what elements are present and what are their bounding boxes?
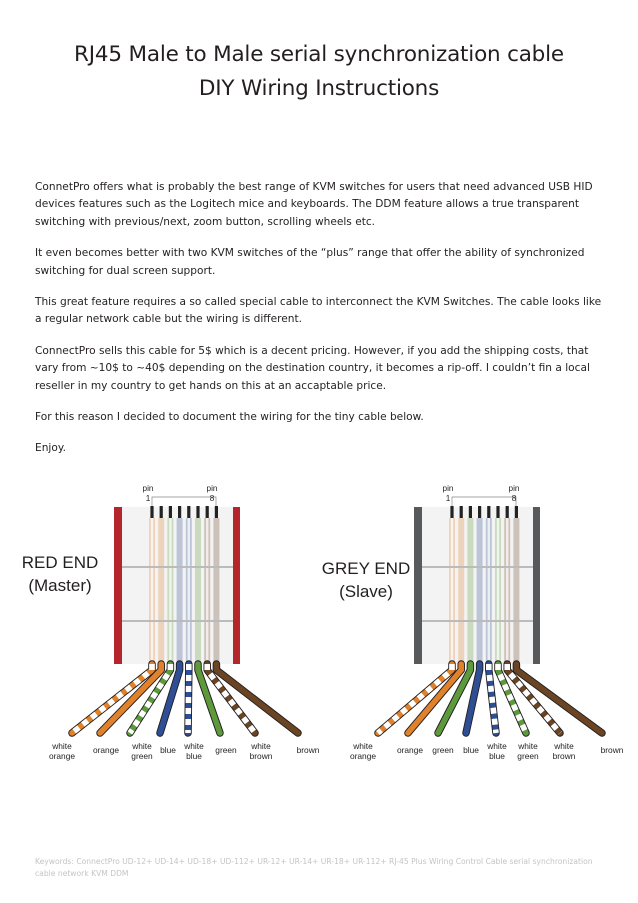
red-wire-label: white green — [131, 741, 153, 761]
wire-stripe — [506, 518, 508, 664]
contact-pin — [450, 506, 453, 518]
wire-stripe — [151, 518, 153, 664]
page-title — [0, 38, 638, 106]
wire-core — [477, 518, 483, 664]
contact-pin — [150, 506, 153, 518]
contact-pin — [187, 506, 190, 518]
contact-pin — [469, 506, 472, 518]
contact-pin — [178, 506, 181, 518]
grey-wire-label: white green — [517, 741, 539, 761]
grey-end-connector — [378, 497, 602, 733]
paragraph: ConnetPro offers what is probably the best range of KVM switches for users that need advanced USB HID devices features such as the Logitech mice and keyboards. The DDM feature allows a true transparent switching with previous/next, zoom button, scrolling wheels etc. — [35, 181, 593, 228]
contact-pin — [206, 506, 209, 518]
contact-pin — [460, 506, 463, 518]
wire-stripe — [497, 518, 499, 664]
paragraph: It even becomes better with two KVM switches of the “plus” range that offer the ability of synchronized switching for dual screen support. — [35, 247, 585, 277]
grey-wire-label: white blue — [487, 741, 507, 761]
wire-stripe — [188, 518, 190, 664]
paragraph: For this reason I decided to document the wiring for the tiny cable below. — [35, 411, 424, 424]
red-pin-1-label: pin 1 — [142, 484, 154, 503]
red-wire-label: blue — [160, 745, 176, 755]
wire-stripe — [169, 518, 171, 664]
connector-frame-right — [233, 507, 240, 664]
grey-pin-1-label: pin 1 — [442, 484, 454, 503]
grey-wire-label: blue — [463, 745, 479, 755]
title-line-2: DIY Wiring Instructions — [198, 76, 440, 101]
wire-core — [513, 518, 519, 664]
crimp-band — [422, 566, 533, 568]
contact-pin — [160, 506, 163, 518]
wire-stripe — [488, 518, 490, 664]
wire-core — [458, 518, 464, 664]
red-pin-8-label: pin 8 — [206, 484, 218, 503]
red-end-connector — [72, 497, 298, 733]
paragraph: ConnectPro sells this cable for 5$ which is a decent pricing. However, if you add the shipping costs, that vary from ~10$ to ~40$ depending on the destination country, it becomes a rip-off. I couldn’t fin a local reseller in my country to get hands on this at an accaptable price. — [35, 344, 590, 392]
contact-pin — [496, 506, 499, 518]
contact-pin — [196, 506, 199, 518]
wiring-diagram — [0, 470, 638, 750]
wire-core — [177, 518, 183, 664]
red-wire-label: white brown — [249, 741, 273, 761]
wire-core — [158, 518, 164, 664]
contact-pin — [515, 506, 518, 518]
crimp-band — [422, 620, 533, 622]
grey-wire-label: orange — [396, 745, 424, 755]
grey-wire-label: white brown — [552, 741, 576, 761]
grey-pin-8-label: pin 8 — [508, 484, 520, 503]
red-wire-label: white blue — [184, 741, 204, 761]
crimp-band — [122, 566, 233, 568]
contact-pin — [478, 506, 481, 518]
red-wire-label: white orange — [48, 741, 76, 761]
connector-frame-left — [114, 507, 122, 664]
paragraph: This great feature requires a so called special cable to interconnect the KVM Switches. The cable looks like a regular network cable but the wiring is different. — [35, 296, 602, 326]
grey-wire-label: green — [432, 745, 454, 755]
red-end-role: (Master) — [28, 576, 92, 595]
title-line-1: RJ45 Male to Male serial synchronization cable — [74, 42, 564, 67]
grey-wire-label: white orange — [349, 741, 377, 761]
paragraph: Enjoy. — [35, 442, 66, 455]
wire-core — [195, 518, 201, 664]
grey-end-role: (Slave) — [339, 582, 393, 601]
connector-frame-right — [533, 507, 540, 664]
grey-end-label — [306, 557, 426, 603]
wire-core — [213, 518, 219, 664]
red-wire-label: brown — [296, 745, 320, 755]
contact-pin — [487, 506, 490, 518]
red-end-title: RED END — [21, 553, 99, 572]
contact-pin — [169, 506, 172, 518]
keywords-footer: Keywords: ConnectPro UD-12+ UD-14+ UD-18+ UD-112+ UR-12+ UR-14+ UR-18+ UR-112+ RJ-45 Plus Wiring Control Cable serial synchronization cable network KVM DDM — [35, 857, 593, 878]
wire-core — [467, 518, 473, 664]
red-end-label — [8, 551, 112, 597]
wire-stripe — [451, 518, 453, 664]
contact-pin — [215, 506, 218, 518]
red-wire-label: orange — [92, 745, 120, 755]
crimp-band — [122, 620, 233, 622]
grey-wire-label: brown — [600, 745, 624, 755]
contact-pin — [506, 506, 509, 518]
red-wire-label: green — [215, 745, 237, 755]
wire-stripe — [206, 518, 208, 664]
intro-text — [35, 179, 610, 472]
grey-end-title: GREY END — [321, 559, 411, 578]
